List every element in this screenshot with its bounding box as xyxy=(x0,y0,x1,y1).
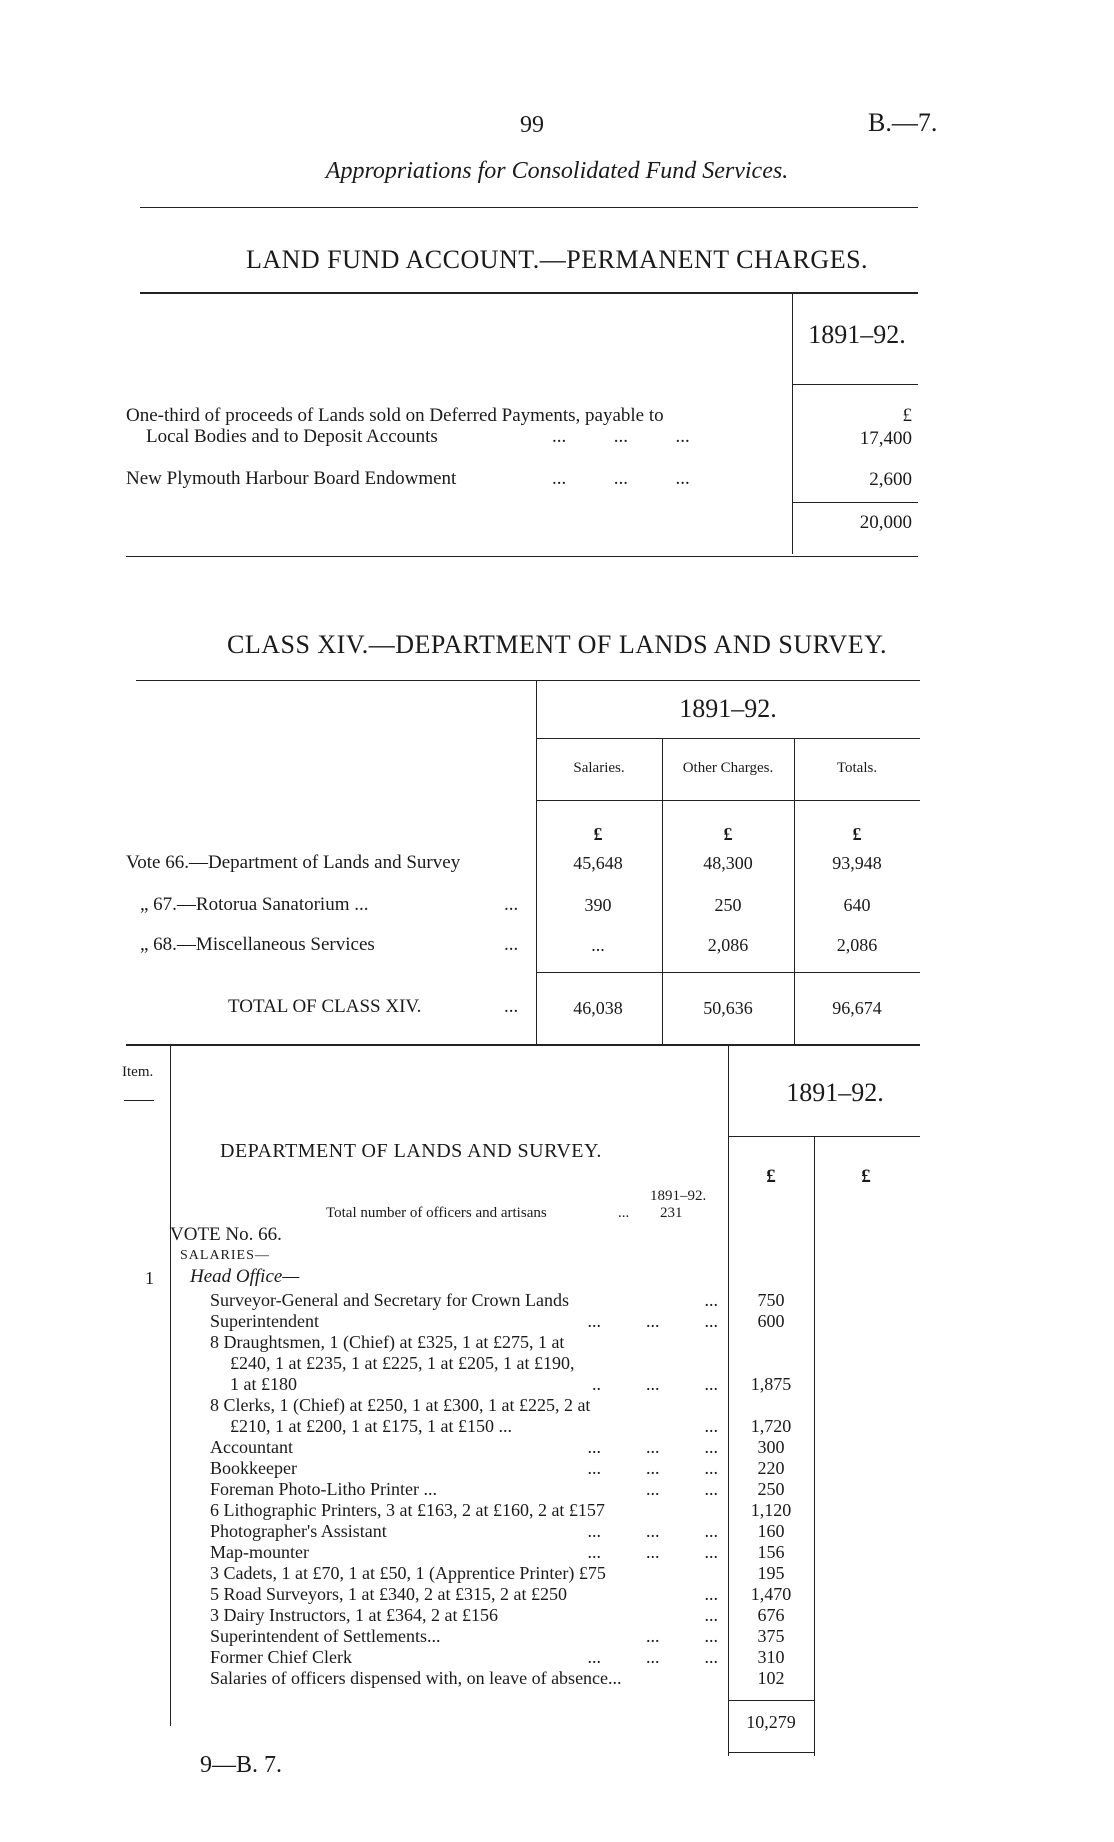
vote-68-total: 2,086 xyxy=(836,935,878,955)
salaries-heading: SALARIES— xyxy=(180,1248,270,1263)
vote-66-other: 48,300 xyxy=(703,853,753,873)
section1-total: 20,000 xyxy=(859,512,912,533)
section1-row-1-amount: 17,400 xyxy=(859,428,912,449)
vote-66-total: 93,948 xyxy=(832,853,882,873)
salary-line-text: Salaries of officers dispensed with, on leave of absence... xyxy=(210,1668,622,1688)
salary-line-amount: 600 xyxy=(757,1311,785,1331)
divider xyxy=(536,800,920,801)
vote-68-label: „ 68.—Miscellaneous Services xyxy=(140,934,375,955)
total-salaries: 46,038 xyxy=(573,998,623,1018)
salary-line-amount: 1,120 xyxy=(750,1500,792,1520)
officers-year: 1891–92. xyxy=(650,1188,707,1204)
divider xyxy=(728,1752,814,1753)
vote-67-dots: ... xyxy=(504,894,519,915)
page-subtitle: Appropriations for Consolidated Fund Services. xyxy=(325,158,789,184)
section1-currency: £ xyxy=(902,405,912,426)
amount-column-rule xyxy=(814,1136,815,1756)
vote-67-other: 250 xyxy=(714,895,742,915)
salary-line-amount: 310 xyxy=(757,1647,785,1667)
divider xyxy=(728,1136,920,1137)
amount-column-rule xyxy=(728,1046,729,1756)
salary-line-text: Superintendent xyxy=(210,1311,319,1331)
section1-year-header: 1891–92. xyxy=(808,320,906,349)
salary-line-dots: ... ... ... xyxy=(587,1458,718,1478)
salary-line-dots: ... ... ... xyxy=(587,1647,718,1667)
salary-line-amount: 195 xyxy=(757,1563,785,1583)
vote-67-salaries: 390 xyxy=(584,895,612,915)
total-totals: 96,674 xyxy=(832,998,882,1018)
section1-row-2-dots: ... ... ... xyxy=(552,468,690,489)
head-office-heading: Head Office— xyxy=(190,1266,300,1287)
column-header-totals: Totals. xyxy=(836,760,878,776)
officers-label: Total number of officers and artisans xyxy=(326,1205,547,1221)
section2-year-header: 1891–92. xyxy=(679,694,777,723)
salary-line-text: Bookkeeper xyxy=(210,1458,297,1478)
divider xyxy=(792,384,918,385)
salary-line-text: Former Chief Clerk xyxy=(210,1647,352,1667)
divider xyxy=(536,972,920,973)
salary-line-text: Photographer's Assistant xyxy=(210,1521,387,1541)
currency-col-1: £ xyxy=(766,1166,776,1187)
item-number: 1 xyxy=(145,1268,154,1288)
officers-dots: ... xyxy=(618,1205,630,1221)
currency-totals: £ xyxy=(852,824,862,844)
salary-line-text: Superintendent of Settlements... xyxy=(210,1626,441,1646)
divider xyxy=(140,292,918,294)
section1-row-2-label: New Plymouth Harbour Board Endowment xyxy=(126,468,457,489)
salary-line-amount: 375 xyxy=(757,1626,785,1646)
section1-row-1-dots: ... ... ... xyxy=(552,426,690,447)
salary-line-text: Foreman Photo-Litho Printer ... xyxy=(210,1479,437,1499)
total-class-xiv-dots: ... xyxy=(504,996,519,1017)
total-other: 50,636 xyxy=(703,998,753,1018)
salary-line-dots: ... xyxy=(704,1584,718,1604)
salary-line-text: 3 Dairy Instructors, 1 at £364, 2 at £156 xyxy=(210,1605,498,1625)
divider xyxy=(124,1100,154,1101)
department-title: DEPARTMENT OF LANDS AND SURVEY. xyxy=(220,1140,602,1162)
vote-67-total: 640 xyxy=(843,895,871,915)
salary-line-amount: 250 xyxy=(757,1479,785,1499)
section1-title: LAND FUND ACCOUNT.—PERMANENT CHARGES. xyxy=(245,245,869,274)
salary-line-text: 6 Lithographic Printers, 3 at £163, 2 at £160, 2 at £157 xyxy=(210,1500,605,1520)
column-rule xyxy=(662,738,663,1044)
salary-line-amount: 1,470 xyxy=(750,1584,792,1604)
salary-line-amount: 750 xyxy=(757,1290,785,1310)
section1-row-2-amount: 2,600 xyxy=(869,469,912,490)
column-header-other-charges: Other Charges. xyxy=(682,760,774,776)
vote-68-other: 2,086 xyxy=(707,935,749,955)
divider xyxy=(792,502,918,503)
salary-line-dots: ... ... xyxy=(646,1626,718,1646)
salary-line-dots: ... ... ... xyxy=(587,1311,718,1331)
salary-line-dots: ... ... xyxy=(646,1479,718,1499)
salary-line-dots: .. ... ... xyxy=(592,1374,718,1394)
page-number: 99 xyxy=(520,112,544,138)
divider xyxy=(126,556,918,557)
page-footer: 9—B. 7. xyxy=(200,1752,283,1778)
section2-title: CLASS XIV.—DEPARTMENT OF LANDS AND SURVEY. xyxy=(226,630,888,659)
salary-line-amount: 102 xyxy=(757,1668,785,1688)
total-class-xiv-label: TOTAL OF CLASS XIV. xyxy=(228,996,422,1017)
item-column-rule xyxy=(170,1046,171,1726)
salary-line-dots: ... ... ... xyxy=(587,1521,718,1541)
salary-line-amount: 156 xyxy=(757,1542,785,1562)
section1-row-1-line2: Local Bodies and to Deposit Accounts xyxy=(146,426,438,447)
salary-line-text: Accountant xyxy=(210,1437,293,1457)
salary-line-dots: ... xyxy=(704,1605,718,1625)
salaries-subtotal: 10,279 xyxy=(746,1712,796,1732)
salary-line-amount: 220 xyxy=(757,1458,785,1478)
salary-line-text: 8 Clerks, 1 (Chief) at £250, 1 at £300, 1 at £225, 2 at xyxy=(210,1395,591,1415)
divider xyxy=(140,207,918,208)
salary-line-amount: 300 xyxy=(757,1437,785,1457)
salary-line-text: 3 Cadets, 1 at £70, 1 at £50, 1 (Apprentice Printer) £75 xyxy=(210,1563,606,1583)
vote-66-label: Vote 66.—Department of Lands and Survey xyxy=(126,852,461,873)
salary-line-amount: 1,720 xyxy=(750,1416,792,1436)
column-rule xyxy=(794,738,795,1044)
salary-line-amount: 160 xyxy=(757,1521,785,1541)
salary-line-dots: ... xyxy=(704,1290,718,1310)
vote-68-salaries: ... xyxy=(591,935,605,955)
salary-line-text: Map-mounter xyxy=(210,1542,309,1562)
salary-line-text: 1 at £180 xyxy=(230,1374,297,1394)
salary-line-text: £210, 1 at £200, 1 at £175, 1 at £150 ... xyxy=(230,1416,512,1436)
salary-line-amount: 1,875 xyxy=(750,1374,792,1394)
officers-count: 231 xyxy=(660,1205,683,1221)
salary-line-amount: 676 xyxy=(757,1605,785,1625)
salary-line-text: £240, 1 at £235, 1 at £225, 1 at £205, 1 at £190, xyxy=(230,1353,575,1373)
column-rule xyxy=(536,680,537,1044)
section1-row-1-line1: One-third of proceeds of Lands sold on Deferred Payments, payable to xyxy=(126,405,664,426)
salary-line-dots: ... ... ... xyxy=(587,1542,718,1562)
currency-salaries: £ xyxy=(593,824,603,844)
item-column-header: Item. xyxy=(122,1064,154,1080)
divider xyxy=(126,1044,920,1046)
vote-68-dots: ... xyxy=(504,934,519,955)
salary-line-dots: ... xyxy=(704,1416,718,1436)
salary-line-text: 5 Road Surveyors, 1 at £340, 2 at £315, 2 at £250 xyxy=(210,1584,567,1604)
section3-year-header: 1891–92. xyxy=(786,1078,884,1107)
vote-66-salaries: 45,648 xyxy=(573,853,623,873)
divider xyxy=(536,738,920,739)
vote-67-label: „ 67.—Rotorua Sanatorium ... xyxy=(140,894,369,915)
divider xyxy=(136,680,920,681)
document-reference: B.—7. xyxy=(868,108,938,137)
currency-col-2: £ xyxy=(861,1166,871,1187)
salary-line-text: 8 Draughtsmen, 1 (Chief) at £325, 1 at £275, 1 at xyxy=(210,1332,565,1352)
salary-line-text: Surveyor-General and Secretary for Crown Lands xyxy=(210,1290,570,1310)
divider xyxy=(728,1700,814,1701)
currency-other: £ xyxy=(723,824,733,844)
salary-line-dots: ... ... ... xyxy=(587,1437,718,1457)
vote-number: VOTE No. 66. xyxy=(170,1224,282,1245)
column-header-salaries: Salaries. xyxy=(573,760,625,776)
